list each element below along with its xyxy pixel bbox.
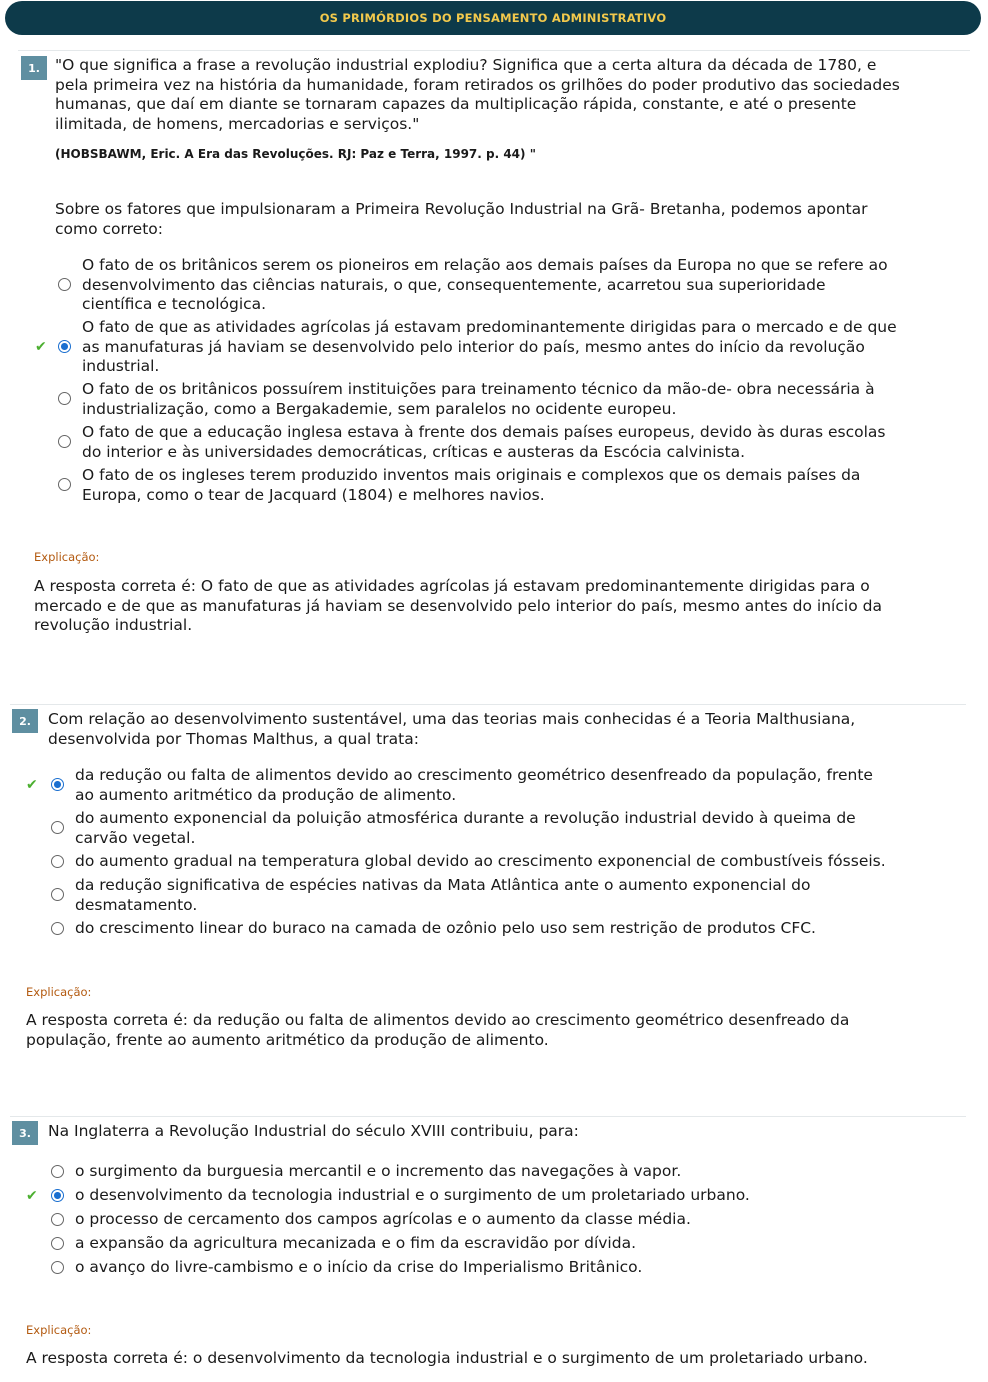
radio-button[interactable] (58, 478, 71, 491)
radio-button[interactable] (51, 888, 64, 901)
question-text: "O que significa a frase a revolução industrial explodiu? Significa que a certa altura da década de 1780, e pela primeira vez na história da humanidade, foram retirados os grilhões do poder produtivo das sociedades humanas, que daí em diante se tornaram capazes da multiplicação rápida, constante, e até o presente ilimitada, de homens, mercadorias e serviços." (55, 56, 900, 133)
radio-button[interactable] (51, 821, 64, 834)
radio-button[interactable] (51, 855, 64, 868)
radio-button[interactable] (51, 1165, 64, 1178)
option-text[interactable]: da redução ou falta de alimentos devido ao crescimento geométrico desenfreado da população, frente ao aumento aritmético da produção de alimento. (75, 766, 873, 804)
radio-button[interactable] (58, 278, 71, 291)
option-text[interactable]: O fato de os britânicos serem os pioneiros em relação aos demais países da Europa no que se refere ao desenvolvimento das ciências naturais, o que, consequentemente, acarretou sua superioridade científica e tecnológica. (82, 256, 888, 313)
radio-button[interactable] (58, 392, 71, 405)
question-number: 3. (12, 1121, 38, 1145)
radio-button[interactable] (51, 1213, 64, 1226)
page-title: OS PRIMÓRDIOS DO PENSAMENTO ADMINISTRATIVO (319, 11, 667, 25)
explanation-text: A resposta correta é: O fato de que as atividades agrícolas já estavam predominantemente dirigidas para o mercado e de que as manufaturas já haviam se desenvolvido pelo interior do país, mesmo antes do início da revolução industrial. (34, 577, 882, 634)
correct-check-icon: ✔ (35, 339, 47, 355)
option-text[interactable]: do aumento exponencial da poluição atmosférica durante a revolução industrial devido à queima de carvão vegetal. (75, 809, 856, 847)
option-text[interactable]: o avanço do livre-cambismo e o início da crise do Imperialismo Britânico. (75, 1258, 643, 1276)
explanation-label: Explicação: (26, 1323, 92, 1337)
explanation-label: Explicação: (26, 985, 92, 999)
question-text: Na Inglaterra a Revolução Industrial do século XVIII contribuiu, para: (48, 1122, 579, 1140)
option-text[interactable]: O fato de que a educação inglesa estava à frente dos demais países europeus, devido às duras escolas do interior e às universidades democráticas, críticas e austeras da Escócia calvinista. (82, 423, 886, 461)
page-header (5, 1, 981, 35)
radio-button-selected[interactable] (58, 340, 71, 353)
radio-button[interactable] (51, 922, 64, 935)
option-text[interactable]: da redução significativa de espécies nativas da Mata Atlântica ante o aumento exponencial do desmatamento. (75, 876, 811, 914)
option-text[interactable]: a expansão da agricultura mecanizada e o fim da escravidão por dívida. (75, 1234, 636, 1252)
question-text: Com relação ao desenvolvimento sustentável, uma das teorias mais conhecidas é a Teoria Malthusiana, desenvolvida por Thomas Malthus, a qual trata: (48, 710, 856, 748)
explanation-text: A resposta correta é: o desenvolvimento da tecnologia industrial e o surgimento de um proletariado urbano. (26, 1349, 868, 1367)
radio-button[interactable] (58, 435, 71, 448)
explanation-text: A resposta correta é: da redução ou falta de alimentos devido ao crescimento geométrico desenfreado da população, frente ao aumento aritmético da produção de alimento. (26, 1011, 850, 1049)
correct-check-icon: ✔ (26, 1188, 38, 1204)
option-text[interactable]: o surgimento da burguesia mercantil e o incremento das navegações à vapor. (75, 1162, 682, 1180)
question-divider (18, 50, 970, 51)
question-citation: (HOBSBAWM, Eric. A Era das Revoluções. RJ: Paz e Terra, 1997. p. 44) " (55, 147, 536, 161)
option-text[interactable]: o processo de cercamento dos campos agrícolas e o aumento da classe média. (75, 1210, 691, 1228)
explanation-label: Explicação: (34, 550, 100, 564)
radio-button[interactable] (51, 1237, 64, 1250)
option-text[interactable]: O fato de os ingleses terem produzido inventos mais originais e complexos que os demais países da Europa, como o tear de Jacquard (1804) e melhores navios. (82, 466, 861, 504)
question-divider (10, 1116, 966, 1117)
question-divider (10, 704, 966, 705)
option-text[interactable]: O fato de que as atividades agrícolas já estavam predominantemente dirigidas para o mercado e de que as manufaturas já haviam se desenvolvido pelo interior do país, mesmo antes do início da revolução industrial. (82, 318, 897, 375)
radio-button[interactable] (51, 1261, 64, 1274)
radio-button-selected[interactable] (51, 778, 64, 791)
option-text[interactable]: O fato de os britânicos possuírem instituições para treinamento técnico da mão-de- obra necessária à industrialização, como a Bergakademie, sem paralelos no ocidente europeu. (82, 380, 875, 418)
question-prompt: Sobre os fatores que impulsionaram a Primeira Revolução Industrial na Grã- Bretanha, podemos apontar como correto: (55, 200, 868, 238)
question-number: 1. (21, 56, 47, 80)
radio-button-selected[interactable] (51, 1189, 64, 1202)
question-number: 2. (12, 709, 38, 733)
option-text[interactable]: do crescimento linear do buraco na camada de ozônio pelo uso sem restrição de produtos CFC. (75, 919, 816, 937)
correct-check-icon: ✔ (26, 777, 38, 793)
option-text[interactable]: o desenvolvimento da tecnologia industrial e o surgimento de um proletariado urbano. (75, 1186, 750, 1204)
option-text[interactable]: do aumento gradual na temperatura global devido ao crescimento exponencial de combustíveis fósseis. (75, 852, 886, 870)
